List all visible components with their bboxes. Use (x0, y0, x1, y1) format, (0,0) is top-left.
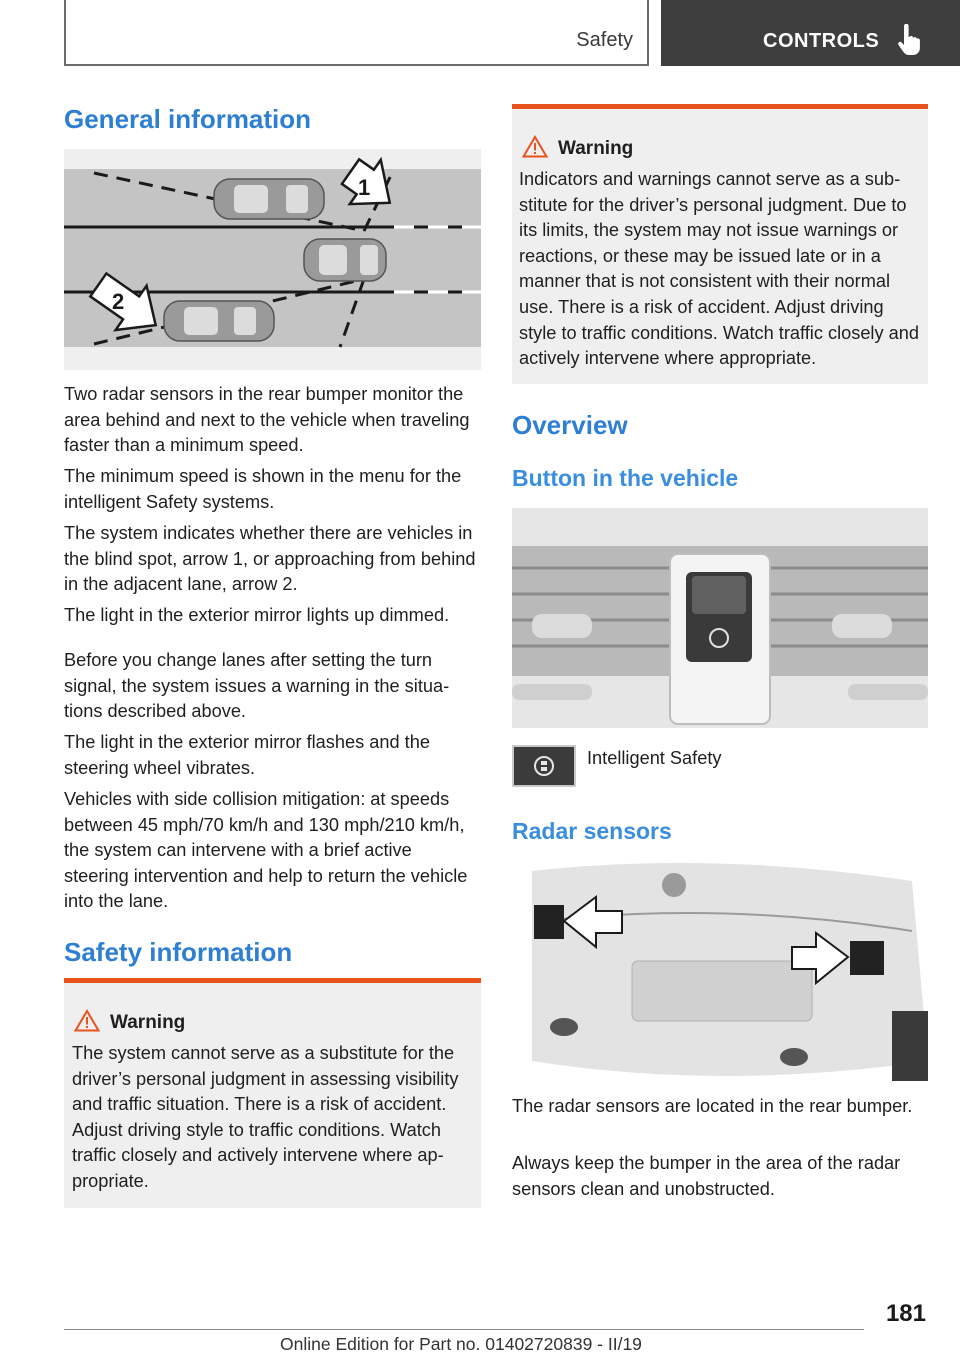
paragraph: Before you change lanes after setting the turn signal, the system issues a warning in the situations described above. (64, 650, 450, 722)
warning-box (512, 104, 928, 384)
intelligent-safety-icon (514, 747, 574, 785)
blind-spot-diagram-art (64, 149, 481, 370)
header-chapter-tab (661, 0, 960, 66)
paragraph: Always keep the bumper in the area of the radar sensors clean and unobstructed. (512, 1153, 901, 1199)
warning-title: Warning (110, 1012, 186, 1033)
pointing-hand-icon (897, 24, 921, 56)
edition-footer: Online Edition for Part no. 01402720839 - II/19 (280, 1334, 642, 1354)
diagram-label-1: 1 (358, 175, 371, 200)
intelligent-safety-button-icon-box (512, 745, 576, 787)
warning-triangle-icon (74, 1009, 100, 1032)
vehicle-button-photo (512, 508, 928, 728)
overview-heading: Overview (512, 410, 628, 440)
header-section-label: Safety (576, 29, 633, 51)
paragraph: Vehicles with side collision mitigation: at speeds between 45 mph/70 km/h and 130 mph/210 km/h, the system can intervene with a brief active steering intervention and help to return the vehicle into the lane. (64, 789, 468, 912)
warning-text: The system cannot serve as a substitute for the driver’s personal judgment in assessing visibility and traffic situation. There is a risk of accident. Adjust driving style to traffic conditions. Watch traffic closely and actively intervene where appropriate. (72, 1043, 459, 1191)
rear-bumper-photo (512, 861, 928, 1081)
header-section-tab (64, 0, 649, 66)
warning-title: Warning (558, 138, 634, 159)
page-number: 181 (885, 1300, 926, 1327)
paragraph: The light in the exterior mirror lights up dimmed. (64, 605, 450, 625)
general-information-heading: General information (64, 104, 312, 134)
vehicle-button-art (512, 508, 928, 728)
paragraph: The minimum speed is shown in the menu for the intelligent Safety systems. (64, 466, 462, 512)
rear-bumper-art (512, 861, 928, 1081)
button-in-vehicle-heading: Button in the vehicle (512, 465, 739, 491)
diagram-label-2: 2 (112, 289, 125, 314)
paragraph: The radar sensors are located in the rear bumper. (512, 1096, 913, 1116)
intelligent-safety-label: Intelligent Safety (587, 748, 722, 768)
paragraph: The system indicates whether there are vehicles in the blind spot, arrow 1, or approaching from behind in the adjacent lane, arrow 2. (64, 523, 476, 595)
warning-text: Indicators and warnings cannot serve as a substitute for the driver’s personal judgment. Due to its limits, the system may not issue warnings or reactions, or these may be issued late or in a manner that is not consistent with their normal use. There is a risk of accident. Adjust driving style to traffic conditions. Watch traffic closely and actively intervene where appropriate. (519, 169, 919, 369)
safety-information-heading: Safety information (64, 937, 293, 967)
paragraph: Two radar sensors in the rear bumper monitor the area behind and next to the vehicle when traveling faster than a minimum speed. (64, 384, 470, 456)
warning-triangle-icon (522, 135, 548, 158)
paragraph: The light in the exterior mirror flashes and the steering wheel vibrates. (64, 732, 430, 778)
warning-box (64, 978, 481, 1208)
radar-sensors-heading: Radar sensors (512, 818, 672, 844)
header-chapter-label: CONTROLS (763, 30, 880, 52)
blind-spot-diagram (64, 149, 481, 370)
footer-divider (64, 1329, 864, 1330)
